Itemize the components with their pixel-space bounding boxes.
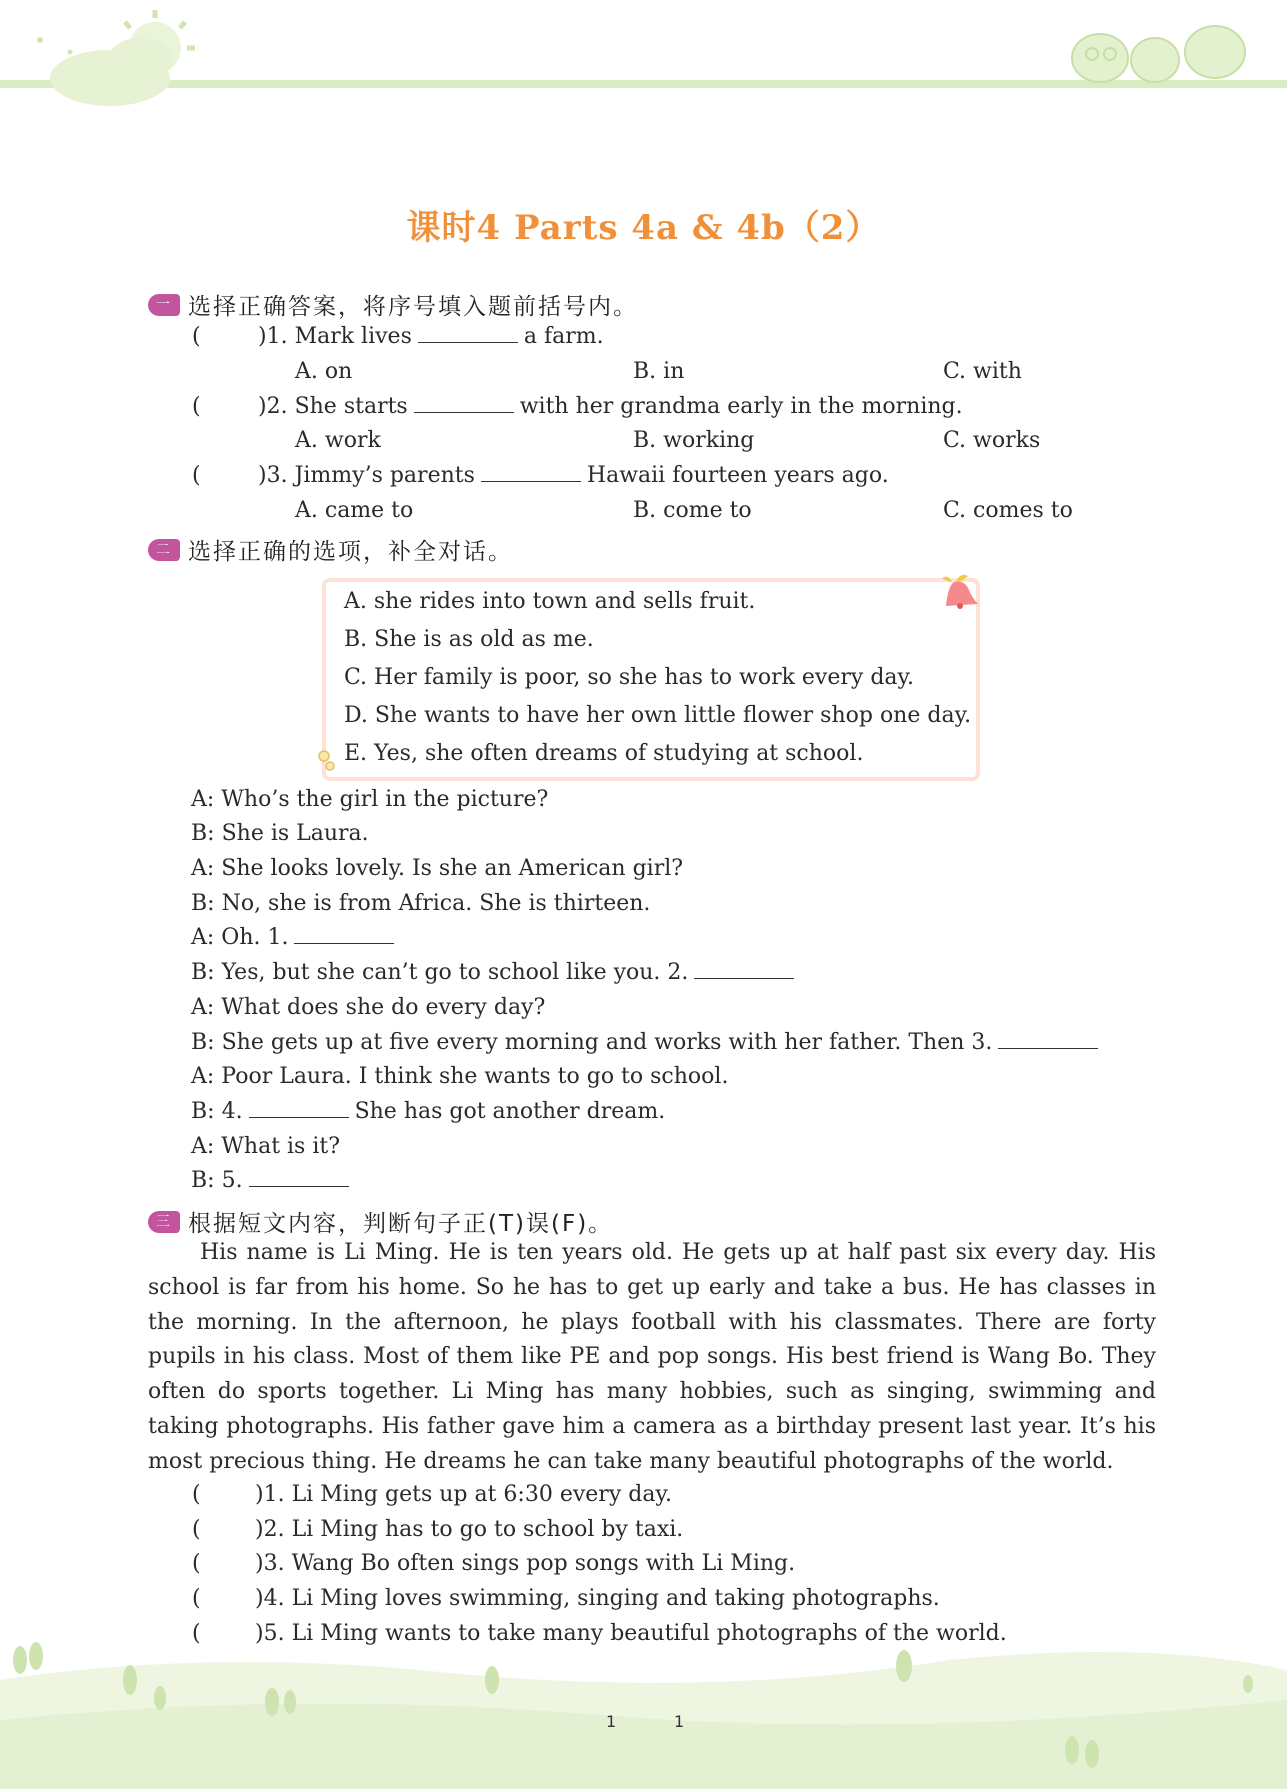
answer-blank[interactable] xyxy=(481,463,581,482)
answer-blank[interactable] xyxy=(249,1099,349,1118)
dialogue-line: B: No, she is from Africa. She is thirteen. xyxy=(191,891,651,916)
option-c: C. comes to xyxy=(943,498,1073,523)
option-c: C. works xyxy=(943,428,1041,453)
dialogue-line: B: Yes, but she can’t go to school like you. 2. xyxy=(191,960,800,985)
tf-statement: )2. Li Ming has to go to school by taxi. xyxy=(255,1517,684,1542)
dialogue-line: B: 5. xyxy=(191,1168,355,1193)
dialogue-line: A: She looks lovely. Is she an American girl? xyxy=(191,856,684,881)
bell-icon xyxy=(938,566,986,614)
answer-blank[interactable] xyxy=(249,1168,349,1187)
section-2-badge: 二 xyxy=(148,539,180,561)
box-option: B. She is as old as me. xyxy=(344,627,594,652)
dialogue-line: B: 4. She has got another dream. xyxy=(191,1099,666,1124)
section-1-badge: 一 xyxy=(148,294,180,316)
tf-statement: )4. Li Ming loves swimming, singing and taking photographs. xyxy=(255,1586,940,1611)
animal-friends-icon xyxy=(1072,26,1245,82)
option-a: A. work xyxy=(295,428,381,453)
option-b: B. working xyxy=(633,428,755,453)
dots-icon xyxy=(316,748,338,776)
section-3-heading xyxy=(148,1205,613,1238)
section-3-badge: 三 xyxy=(148,1211,180,1233)
sun-cloud-icon xyxy=(37,10,195,106)
option-a: A. on xyxy=(295,359,353,384)
dialogue-line: A: What does she do every day? xyxy=(191,995,546,1020)
section-2-heading xyxy=(148,533,513,566)
tf-statement: )1. Li Ming gets up at 6:30 every day. xyxy=(255,1482,672,1507)
tf-statement: )3. Wang Bo often sings pop songs with Li Ming. xyxy=(255,1551,796,1576)
option-c: C. with xyxy=(943,359,1022,384)
page-number-left: 1 xyxy=(606,1712,617,1731)
box-option: A. she rides into town and sells fruit. xyxy=(344,589,756,614)
lesson-title: 课时4 Parts 4a & 4b（2） xyxy=(406,208,881,248)
dialogue-line: B: She gets up at five every morning and works with her father. Then 3. xyxy=(191,1030,1104,1055)
answer-blank[interactable] xyxy=(418,324,518,343)
option-b: B. come to xyxy=(633,498,752,523)
section-3-title: 根据短文内容，判断句子正(T)误(F)。 xyxy=(188,1211,614,1237)
reading-passage: His name is Li Ming. He is ten years old. He gets up at half past six every day. His school is far from his home. So he has to get up early and take a bus. He has classes in the morning. In the afternoon, he plays football with his classmates. There are forty pupils in his class. Most of them like PE and pop songs. His best friend is Wang Bo. They often do sports together. Li Ming has many hobbies, such as singing, swimming and taking photographs. His father gave him a camera as a birthday present last year. It’s his most precious thing. He dreams he can take many beautiful photographs of the world. xyxy=(148,1240,1156,1474)
dialogue-line: A: What is it? xyxy=(191,1134,341,1159)
dialogue-line: A: Poor Laura. I think she wants to go to school. xyxy=(191,1064,729,1089)
option-a: A. came to xyxy=(295,498,414,523)
page-number-right: 1 xyxy=(674,1712,685,1731)
answer-blank[interactable] xyxy=(998,1030,1098,1049)
header-decoration xyxy=(0,0,1287,120)
footer-decoration xyxy=(0,1590,1287,1789)
box-option: E. Yes, she often dreams of studying at school. xyxy=(344,741,864,766)
option-b: B. in xyxy=(633,359,685,384)
option-box xyxy=(322,578,980,781)
dialogue-line: A: Who’s the girl in the picture? xyxy=(191,787,549,812)
answer-blank[interactable] xyxy=(694,960,794,979)
box-option: C. Her family is poor, so she has to work every day. xyxy=(344,665,915,690)
answer-blank[interactable] xyxy=(414,394,514,413)
dialogue-line: A: Oh. 1. xyxy=(191,925,400,950)
section-1-title: 选择正确答案，将序号填入题前括号内。 xyxy=(188,294,638,320)
box-option: D. She wants to have her own little flower shop one day. xyxy=(344,703,972,728)
section-1-heading xyxy=(148,288,638,321)
section-2-title: 选择正确的选项，补全对话。 xyxy=(188,539,513,565)
answer-blank[interactable] xyxy=(294,925,394,944)
dialogue-line: B: She is Laura. xyxy=(191,821,369,846)
tf-statement: )5. Li Ming wants to take many beautiful photographs of the world. xyxy=(255,1621,1007,1646)
